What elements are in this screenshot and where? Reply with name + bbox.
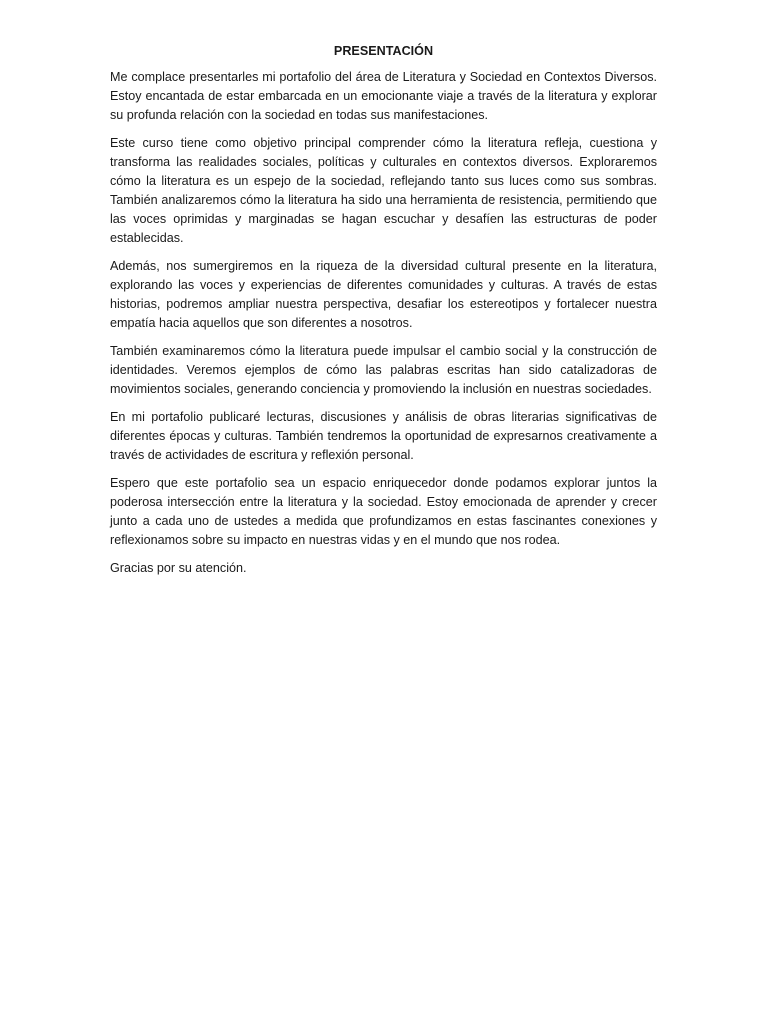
paragraph-thanks: Gracias por su atención. [110,561,247,575]
paragraph-intro: Me complace presentarles mi portafolio del área de Literatura y Sociedad en Contextos Diversos. Estoy encantada de estar embarcada en un emocionante viaje a través de la literatura y explorar su profunda relación con la sociedad en todas sus manifestaciones. [110,70,657,122]
paragraph-cultural-diversity: Además, nos sumergiremos en la riqueza de la diversidad cultural presente en la literatura, explorando las voces y experiencias de diferentes comunidades y culturas. A través de estas historias, podremos ampliar nuestra perspectiva, desafiar los estereotipos y fortalecer nuestra empatía hacia aquellos que son diferentes a nosotros. [110,259,657,330]
document-title: PRESENTACIÓN [333,44,434,58]
paragraph-closing-hope: Espero que este portafolio sea un espacio enriquecedor donde podamos explorar juntos la poderosa intersección entre la literatura y la sociedad. Estoy emocionada de aprender y crecer junto a cada uno de ustedes a medida que profundizamos en estas fascinantes conexiones y reflexionamos sobre su impacto en nuestras vidas y en el mundo que nos rodea. [110,476,657,547]
paragraph-social-change: También examinaremos cómo la literatura puede impulsar el cambio social y la construcción de identidades. Veremos ejemplos de cómo las palabras escritas han sido catalizadoras de movimientos sociales, generando conciencia y promoviendo la inclusión en nuestras sociedades. [110,344,657,396]
paragraph-course-objective: Este curso tiene como objetivo principal comprender cómo la literatura refleja, cuestiona y transforma las realidades sociales, políticas y culturales en contextos diversos. Exploraremos cómo la literatura es un espejo de la sociedad, reflejando tanto sus luces como sus sombras. También analizaremos cómo la literatura ha sido una herramienta de resistencia, permitiendo que las voces oprimidas y marginadas se hagan escuchar y desafíen las estructuras de poder establecidas. [110,136,657,245]
document-page [110,42,657,587]
paragraph-portfolio-content: En mi portafolio publicaré lecturas, discusiones y análisis de obras literarias significativas de diferentes épocas y culturas. También tendremos la oportunidad de expresarnos creativamente a través de actividades de escritura y reflexión personal. [110,410,657,462]
